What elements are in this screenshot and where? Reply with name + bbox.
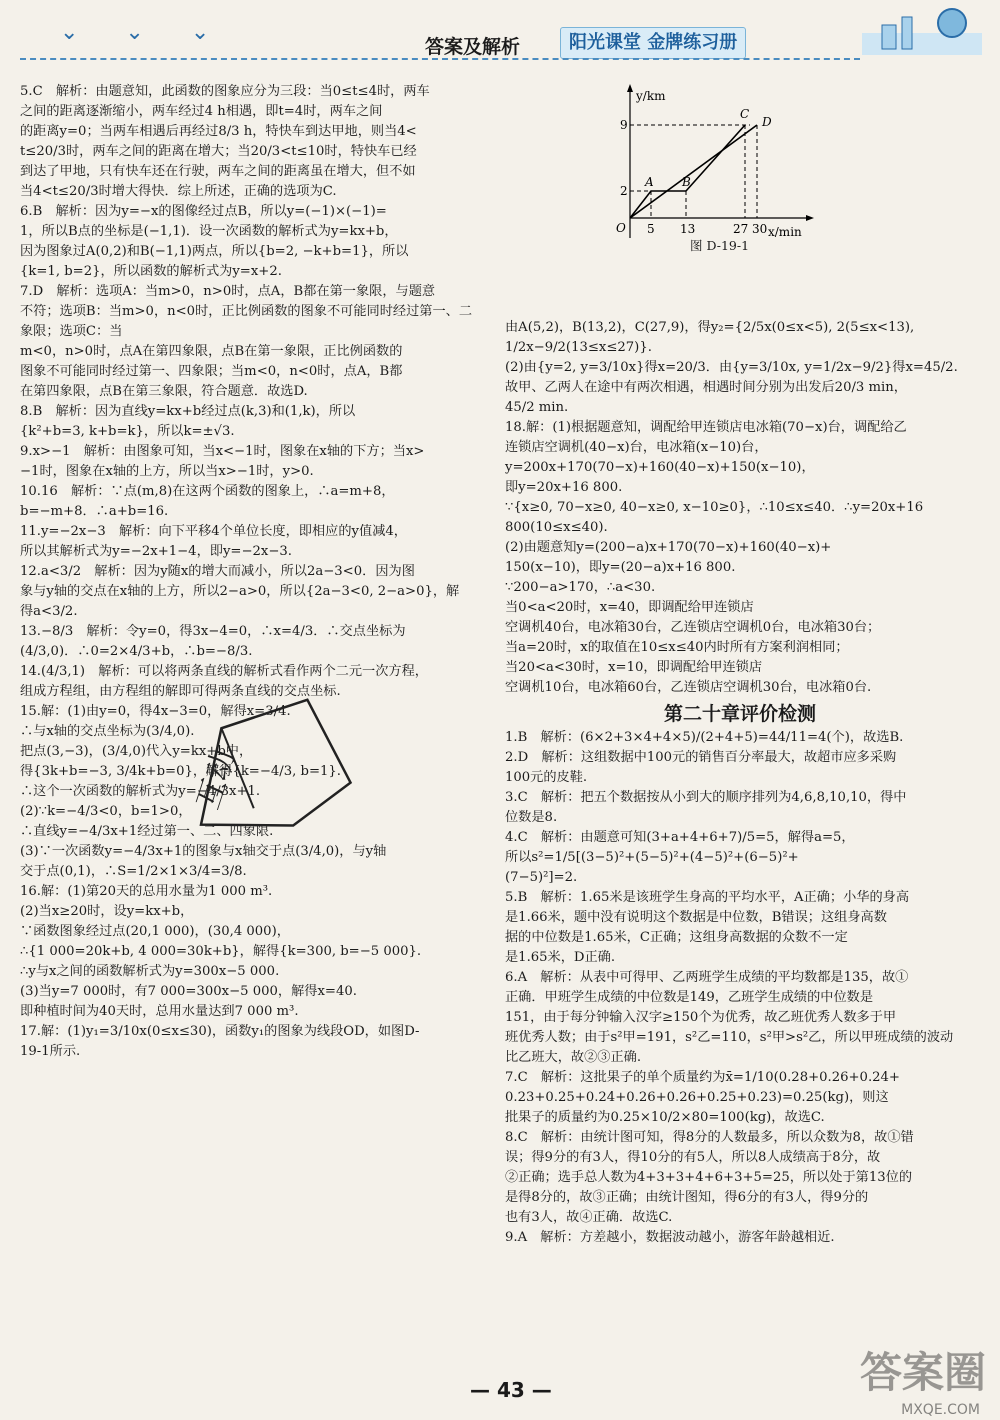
review-answer-line: 5.B 解析：1.65米是该班学生身高的平均水平，A正确；小华的身高: [505, 890, 910, 905]
left-answer-line: 得a<3/2.: [20, 604, 78, 619]
review-answer-line: 是得8分的，故③正确；由统计图知，得6分的有3人，得9分的: [505, 1190, 869, 1205]
review-answer-line: 7.C 解析：这批果子的单个质量约为x̄=1/10(0.28+0.26+0.24+: [505, 1070, 900, 1085]
left-answer-line: (2)∵k=−4/3<0，b=1>0，: [20, 804, 192, 819]
xtick-27: 27: [733, 222, 749, 236]
left-answer-line: 13.−8/3 解析：令y=0，得3x−4=0，∴x=4/3．∴交点坐标为: [20, 624, 406, 639]
left-answer-line: 因为图象过A(0,2)和B(−1,1)两点，所以{b=2, −k+b=1}，所以: [20, 244, 409, 259]
ytick-2: 2: [620, 184, 628, 198]
left-answer-line: 即种植时间为40天时，总用水量达到7 000 m³.: [20, 1004, 299, 1019]
xtick-5: 5: [647, 222, 655, 236]
right-answer-line: 即y=20x+16 800.: [505, 480, 623, 495]
review-answer-line: 4.C 解析：由题意可知(3+a+4+6+7)/5=5，解得a=5，: [505, 830, 855, 845]
chart-xlabel: x/min: [768, 225, 802, 239]
xtick-13: 13: [680, 222, 696, 236]
left-answer-line: 图象不可能同时经过第一、四象限；当m<0，n<0时，点A，B都: [20, 364, 403, 379]
right-answer-line: 空调机10台，电冰箱60台，乙连锁店空调机30台，电冰箱0台.: [505, 680, 872, 695]
left-answer-line: (2)当x≥20时，设y=kx+b，: [20, 904, 194, 919]
left-answer-line: 10.16 解析：∵点(m,8)在这两个函数的图象上，∴a=m+8，: [20, 484, 395, 499]
birds-decoration: ⌄ ⌄ ⌄: [60, 20, 230, 45]
left-answer-line: 之间的距离逐渐缩小，两车经过4 h相遇，即t=4时，两车之间: [20, 104, 383, 119]
review-answer-line: 6.A 解析：从表中可得甲、乙两班学生成绩的平均数都是135，故①: [505, 970, 909, 985]
watermark-url: MXQE.COM: [901, 1402, 980, 1418]
left-answer-line: (4/3,0)．∴0=2×4/3+b，∴b=−8/3.: [20, 644, 253, 659]
right-answer-line: 150(x−10)，即y=(20−a)x+16 800.: [505, 560, 736, 575]
left-answer-line: 当4<t≤20/3时增大得快．综上所述，正确的选项为C.: [20, 184, 337, 199]
left-answer-line: ∴直线y=−4/3x+1经过第一、二、四象限.: [20, 824, 274, 839]
left-answer-line: (3)∵一次函数y=−4/3x+1的图象与x轴交于点(3/4,0)，与y轴: [20, 844, 387, 859]
y-axis-arrow-icon: [627, 84, 633, 92]
left-answer-line: ∴{1 000=20k+b, 4 000=30k+b}，解得{k=300, b=−5 000}.: [20, 944, 422, 959]
left-answer-line: 交于点(0,1)，∴S=1/2×1×3/4=3/8.: [20, 864, 247, 879]
left-answer-line: (3)当y=7 000时，有7 000=300x−5 000，解得x=40.: [20, 984, 357, 999]
review-answer-line: 也有3人，故④正确．故选C.: [505, 1210, 673, 1225]
right-answer-line: 故甲、乙两人在途中有两次相遇，相遇时间分别为出发后20/3 min，: [505, 380, 907, 395]
left-answer-line: 8.B 解析：因为直线y=kx+b经过点(k,3)和(1,k)，所以: [20, 404, 356, 419]
left-answer-line: ∴这个一次函数的解析式为y=−4/3x+1.: [20, 784, 261, 799]
left-answer-line: 不符；选项B：当m>0，n<0时，正比例函数的图象不可能同时经过第一、二象限；选项C：当: [20, 304, 473, 339]
point-d-label: D: [762, 115, 772, 129]
right-answers-part2: [505, 728, 975, 1248]
left-answer-line: b=−m+8．∴a+b=16.: [20, 504, 169, 519]
right-answer-line: 当20<a<30时，x=10，即调配给甲连锁店: [505, 660, 763, 675]
review-answer-line: 0.23+0.25+0.24+0.26+0.26+0.25+0.23)=0.25(kg)，则这: [505, 1090, 889, 1105]
review-answer-line: 据的中位数是1.65米，C正确；这组身高数据的众数不一定: [505, 930, 848, 945]
left-answer-line: 14.(4/3,1) 解析：可以将两条直线的解析式看作两个二元一次方程，: [20, 664, 428, 679]
left-answer-line: 象与y轴的交点在x轴的上方，所以2−a>0，所以{2a−3<0, 2−a>0}，解: [20, 584, 460, 599]
review-answer-line: 100元的皮鞋.: [505, 770, 588, 785]
stamp-text: 互动: [190, 745, 243, 814]
left-answer-line: −1时，图象在x轴的上方，所以当x>−1时，y>0.: [20, 464, 314, 479]
point-c-label: C: [740, 107, 750, 121]
chart-ylabel: y/km: [636, 89, 666, 103]
review-answer-line: 是1.66米，题中没有说明这个数据是中位数，B错误；这组身高数: [505, 910, 887, 925]
review-answer-line: ②正确；选手总人数为4+3+3+4+6+3+5=25，所以处于第13位的: [505, 1170, 913, 1185]
right-answer-line: 45/2 min.: [505, 400, 569, 415]
review-answer-line: 比乙班大，故②③正确.: [505, 1050, 642, 1065]
right-answer-line: 18.解：(1)根据题意知，调配给甲连锁店电冰箱(70−x)台，调配给乙: [505, 420, 907, 435]
right-answer-line: (2)由{y=2, y=3/10x}得x=20/3．由{y=3/10x, y=1/2x−9/2}得x=45/2.: [505, 360, 958, 375]
header-rule: [20, 58, 860, 60]
right-answers-part1: [505, 318, 975, 698]
left-answer-line: 7.D 解析：选项A：当m>0，n>0时，点A，B都在第一象限，与题意: [20, 284, 436, 299]
xtick-30: 30: [752, 222, 768, 236]
left-answer-line: 得{3k+b=−3, 3/4k+b=0}，解得{k=−4/3, b=1}.: [20, 764, 341, 779]
right-answer-line: 由A(5,2)，B(13,2)，C(27,9)，得y₂={2/5x(0≤x<5), 2(5≤x<13), 1/2x−9/2(13≤x≤27)}.: [505, 320, 919, 355]
review-answer-line: 班优秀人数；由于s²甲=191，s²乙=110，s²甲>s²乙，所以甲班成绩的波动: [505, 1030, 954, 1045]
left-answer-line: 1，所以B点的坐标是(−1,1)．设一次函数的解析式为y=kx+b，: [20, 224, 398, 239]
left-answer-line: 19-1所示.: [20, 1044, 81, 1059]
left-answer-line: 的距离y=0；当两车相遇后再经过8/3 h，特快车到达甲地，则当4<: [20, 124, 417, 139]
chart-origin: O: [616, 221, 626, 235]
review-answer-line: 9.A 解析：方差越小，数据波动越小，游客年龄越相近.: [505, 1230, 835, 1245]
chart-caption: 图 D-19-1: [690, 238, 750, 253]
section-title: 第二十章评价检测: [663, 703, 816, 725]
right-column: [505, 318, 975, 1248]
distance-time-chart: [600, 78, 830, 248]
left-answer-line: ∴y与x之间的函数解析式为y=300x−5 000.: [20, 964, 280, 979]
left-answer-line: 组成方程组，由方程组的解即可得两条直线的交点坐标.: [20, 684, 341, 699]
left-answer-line: 9.x>−1 解析：由图象可知，当x<−1时，图象在x轴的下方；当x>: [20, 444, 425, 459]
left-answer-line: 所以其解析式为y=−2x+1−4，即y=−2x−3.: [20, 544, 292, 559]
right-answer-line: (2)由题意知y=(200−a)x+170(70−x)+160(40−x)+: [505, 540, 832, 555]
header-brand: 阳光课堂 金牌练习册: [560, 27, 746, 59]
left-answer-line: ∴与x轴的交点坐标为(3/4,0).: [20, 724, 195, 739]
review-answer-line: (7−5)²]=2.: [505, 870, 578, 885]
series-y1-line: [630, 125, 757, 218]
left-answer-line: {k²+b=3, k+b=k}，所以k=±√3.: [20, 424, 235, 439]
left-answer-line: 11.y=−2x−3 解析：向下平移4个单位长度，即相应的y值减4，: [20, 524, 407, 539]
review-answer-line: 151，由于每分钟输入汉字≥150个为优秀，故乙班优秀人数多于甲: [505, 1010, 897, 1025]
review-answer-line: 是1.65米，D正确.: [505, 950, 616, 965]
right-answer-line: 连锁店空调机(40−x)台，电冰箱(x−10)台，: [505, 440, 768, 455]
review-answer-line: 批果子的质量约为0.25×10/2×80=100(kg)，故选C.: [505, 1110, 825, 1125]
page-number: — 43 —: [470, 1378, 552, 1402]
left-answer-line: {k=1, b=2}，所以函数的解析式为y=x+2.: [20, 264, 282, 279]
series-y2-line: [630, 125, 745, 218]
right-answer-line: ∵200−a>170，∴a<30.: [505, 580, 656, 595]
left-column: [20, 82, 475, 1062]
review-answer-line: 3.C 解析：把五个数据按从小到大的顺序排列为4,6,8,10,10，得中: [505, 790, 907, 805]
left-answer-line: 6.B 解析：因为y=−x的图像经过点B，所以y=(−1)×(−1)=: [20, 204, 387, 219]
right-answer-line: y=200x+170(70−x)+160(40−x)+150(x−10)，: [505, 460, 815, 475]
point-b-label: B: [682, 175, 691, 189]
right-answer-line: 当0<a<20时，x=40，即调配给甲连锁店: [505, 600, 754, 615]
review-answer-line: 2.D 解析：这组数据中100元的销售百分率最大，故超市应多采购: [505, 750, 897, 765]
watermark-logo: 答案圈: [859, 1348, 986, 1397]
review-answer-line: 1.B 解析：(6×2+3×4+4×5)/(2+4+5)=44/11=4(个)，故选B.: [505, 730, 904, 745]
ytick-9: 9: [620, 118, 628, 132]
left-answer-line: 15.解：(1)由y=0，得4x−3=0，解得x=3/4.: [20, 704, 291, 719]
left-answer-line: 把点(3,−3)，(3/4,0)代入y=kx+b中，: [20, 744, 253, 759]
right-answer-line: ∵{x≥0, 70−x≥0, 40−x≥0, x−10≥0}，∴10≤x≤40．∴y=20x+16 800(10≤x≤40).: [505, 500, 928, 535]
right-answer-line: 空调机40台，电冰箱30台，乙连锁店空调机0台，电冰箱30台；: [505, 620, 881, 635]
left-answer-line: 12.a<3/2 解析：因为y随x的增大而减小，所以2a−3<0．因为图: [20, 564, 415, 579]
right-answer-line: 当a=20时，x的取值在10≤x≤40内时所有方案利润相同；: [505, 640, 849, 655]
review-answer-line: 误；得9分的有3人，得10分的有5人，所以8人成绩高于8分，故: [505, 1150, 881, 1165]
left-answer-line: t≤20/3时，两车之间的距离在增大；当20/3<t≤10时，特快车已经: [20, 144, 417, 159]
page-header: [0, 0, 1000, 62]
review-answer-line: 8.C 解析：由统计图可知，得8分的人数最多，所以众数为8，故①错: [505, 1130, 914, 1145]
review-answer-line: 位数是8.: [505, 810, 558, 825]
left-answer-line: 到达了甲地，只有快车还在行驶，两车之间的距离虽在增大，但不如: [20, 164, 416, 179]
left-answer-line: 17.解：(1)y₁=3/10x(0≤x≤30)，函数y₁的图象为线段OD，如图D-: [20, 1024, 420, 1039]
globe-decoration-icon: [862, 5, 982, 57]
review-answer-line: 正确．甲班学生成绩的中位数是149，乙班学生成绩的中位数是: [505, 990, 874, 1005]
review-answer-line: 所以s²=1/5[(3−5)²+(5−5)²+(4−5)²+(6−5)²+: [505, 850, 799, 865]
left-answer-line: 16.解：(1)第20天的总用水量为1 000 m³.: [20, 884, 273, 899]
left-answer-line: 5.C 解析：由题意知，此函数的图象应分为三段：当0≤t≤4时，两车: [20, 84, 430, 99]
header-title: 答案及解析: [425, 36, 521, 58]
point-a-label: A: [645, 175, 654, 189]
left-answer-line: ∵函数图象经过点(20,1 000)，(30,4 000)，: [20, 924, 290, 939]
left-answer-line: 在第四象限，点B在第三象限，符合题意．故选D.: [20, 384, 308, 399]
x-axis-arrow-icon: [806, 215, 814, 221]
left-answer-line: m<0，n>0时，点A在第四象限，点B在第一象限，正比例函数的: [20, 344, 403, 359]
